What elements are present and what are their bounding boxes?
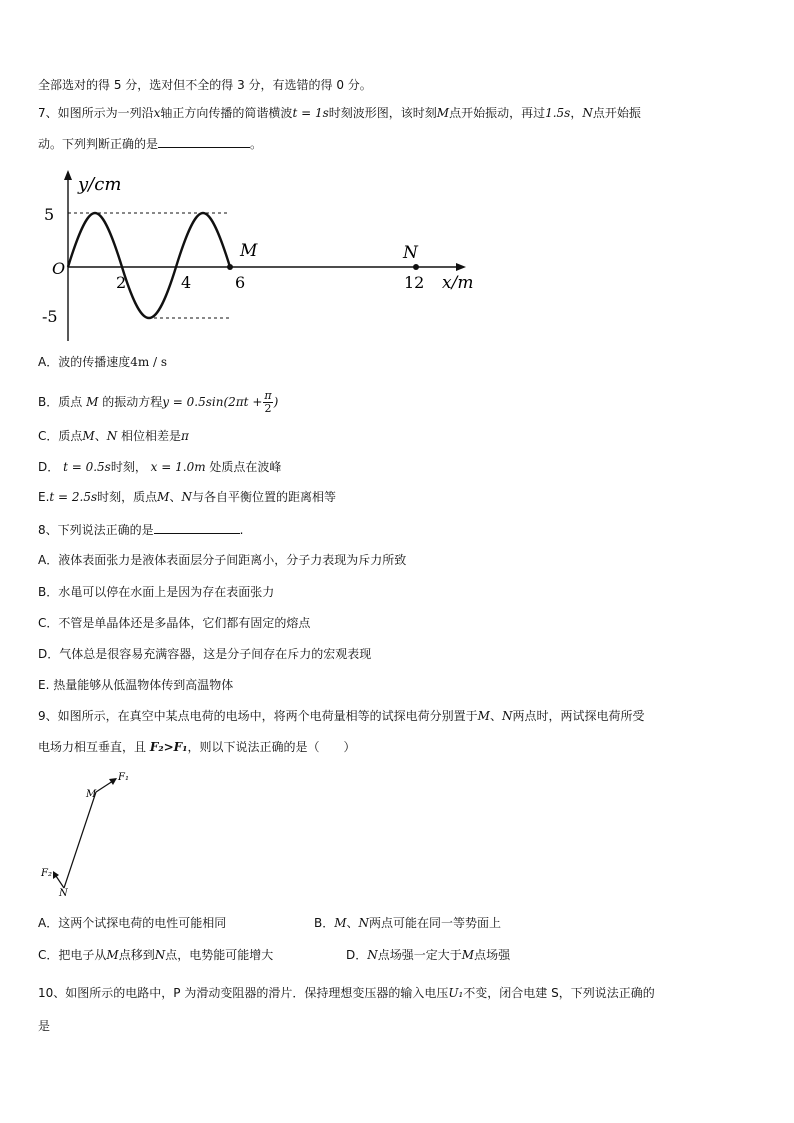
m-variable: M xyxy=(86,395,99,409)
origin-label: O xyxy=(52,259,66,278)
option-text: E. 热量能够从低温物体传到高温物体 xyxy=(38,678,234,692)
q8-option-c[interactable] xyxy=(38,615,310,631)
q9-stem-text: 9、如图所示，在真空中某点电荷的电场中，将两个电荷量相等的试探电荷分别置于 xyxy=(38,709,478,723)
q7-option-b[interactable] xyxy=(38,390,278,415)
n-label: N xyxy=(59,888,68,898)
separator: 、 xyxy=(346,916,359,930)
option-label: C．质点 xyxy=(38,429,83,443)
m-variable: M xyxy=(106,948,119,962)
q7-option-e[interactable] xyxy=(38,489,336,505)
option-text: D．气体总是很容易充满容器，这是分子间存在斥力的宏观表现 xyxy=(38,647,372,661)
separator: 、 xyxy=(489,709,502,723)
n-variable: N xyxy=(501,709,513,723)
n-variable: N xyxy=(367,948,378,962)
q9-option-b[interactable] xyxy=(314,915,501,931)
q8-option-e[interactable] xyxy=(38,677,233,693)
time-expression: t = 0.5s xyxy=(63,460,111,474)
q7-stem-text: 轴正方向传播的简谐横波 xyxy=(160,106,293,120)
u1-variable: U₁ xyxy=(448,986,464,1000)
option-label: B． xyxy=(314,916,335,930)
q9-option-c[interactable] xyxy=(38,947,273,963)
option-text: 时刻，质点 xyxy=(97,490,158,504)
y-axis-arrow xyxy=(64,170,72,180)
f1-label: F₁ xyxy=(118,772,129,783)
x-tick-6: 6 xyxy=(235,273,246,292)
vibration-equation: y = 0.5sin(2πt + xyxy=(162,395,263,409)
q9-charge-figure xyxy=(38,766,148,898)
option-text: B．水黾可以停在水面上是因为存在表面张力 xyxy=(38,585,275,599)
option-text: 的振动方程 xyxy=(102,395,163,409)
point-n-dot xyxy=(413,264,419,270)
y-axis-label: y/cm xyxy=(78,174,122,195)
y-tick-5: 5 xyxy=(44,205,55,224)
q9-stem-line1 xyxy=(38,708,644,724)
y-tick-neg5: -5 xyxy=(42,307,58,326)
position-expression: x = 1.0m xyxy=(150,460,206,474)
q10-stem-line2 xyxy=(38,1018,50,1034)
m-variable: M xyxy=(334,916,347,930)
q7-time-expression: t = 1s xyxy=(292,106,329,120)
fraction-denominator: 2 xyxy=(264,402,272,415)
q7-option-a[interactable] xyxy=(38,354,167,370)
option-text: 与各自平衡位置的距离相等 xyxy=(191,490,336,504)
q8-stem xyxy=(38,521,243,538)
option-label: E. xyxy=(38,490,50,504)
q10-stem-line1 xyxy=(38,985,655,1001)
q8-option-b[interactable] xyxy=(38,584,274,600)
q7-stem-text: 。 xyxy=(250,137,263,151)
q7-stem-text: 点开始振动，再过 xyxy=(449,106,546,120)
time-expression: t = 2.5s xyxy=(49,490,98,504)
q9-option-d[interactable] xyxy=(346,947,510,963)
option-text: A．这两个试探电荷的电性可能相同 xyxy=(38,916,227,930)
option-text: 两点可能在同一等势面上 xyxy=(369,916,502,930)
q7-m-variable: M xyxy=(436,106,450,120)
q10-stem-text: 是 xyxy=(38,1019,51,1033)
q9-stem-text: 两点时，两试探电荷所受 xyxy=(512,709,645,723)
option-text: 点移到 xyxy=(118,948,155,962)
wave-curve xyxy=(68,213,230,318)
option-label: D． xyxy=(346,948,368,962)
q7-stem-text: 时刻波形图，该时刻 xyxy=(328,106,437,120)
separator: 、 xyxy=(94,429,107,443)
q9-option-a[interactable] xyxy=(38,915,226,931)
q7-option-d[interactable] xyxy=(38,459,281,475)
fraction-numerator: π xyxy=(264,389,272,402)
q10-stem-text: 不变，闭合电建 S，下列说法正确的 xyxy=(463,986,655,1000)
option-text: A．液体表面张力是液体表面层分子间距离小，分子力表现为斥力所致 xyxy=(38,553,407,567)
scoring-rule-text: 全部选对的得 5 分，选对但不全的得 3 分，有选错的得 0 分。 xyxy=(38,78,372,92)
mn-line xyxy=(64,792,96,888)
n-variable: N xyxy=(106,429,118,443)
option-label: D． xyxy=(38,460,60,474)
scoring-rule-line xyxy=(38,77,372,93)
q9-stem-line2 xyxy=(38,739,355,755)
option-text: 处质点在波峰 xyxy=(209,460,282,474)
x-tick-2: 2 xyxy=(116,273,127,292)
q7-option-c[interactable] xyxy=(38,428,189,444)
q7-x-variable: x xyxy=(153,106,161,120)
force-inequality: F₂>F₁ xyxy=(149,740,188,754)
point-m-label: M xyxy=(240,241,258,261)
option-label: B．质点 xyxy=(38,395,83,409)
q7-stem-line1 xyxy=(38,105,641,121)
q9-stem-text: ，则以下说法正确的是（ ） xyxy=(187,740,356,754)
pi-over-2-fraction xyxy=(263,390,272,415)
close-paren: ) xyxy=(273,395,279,409)
option-text: 点场强一定大于 xyxy=(377,948,462,962)
q8-option-d[interactable] xyxy=(38,646,371,662)
option-label: C．把电子从 xyxy=(38,948,107,962)
point-m-dot xyxy=(227,264,233,270)
q7-stem-text: 动。下列判断正确的是 xyxy=(38,137,159,151)
m-label: M xyxy=(86,789,97,800)
pi-symbol: π xyxy=(181,429,189,443)
option-text: 点场强 xyxy=(474,948,511,962)
f2-arrowhead xyxy=(53,871,59,879)
q10-stem-text: 10、如图所示的电路中，P 为滑动变阻器的滑片．保持理想变压器的输入电压 xyxy=(38,986,449,1000)
f2-label: F₂ xyxy=(41,868,52,879)
q7-delta-time: 1.5s xyxy=(545,106,571,120)
option-text: 时刻， xyxy=(110,460,147,474)
x-axis-label: x/m xyxy=(442,273,474,293)
q7-n-variable: N xyxy=(582,106,593,120)
m-variable: M xyxy=(82,429,95,443)
q7-stem-text: 点开始振 xyxy=(592,106,641,120)
q7-wave-graph xyxy=(38,166,488,346)
speed-expression: 4m / s xyxy=(130,355,168,369)
n-variable: N xyxy=(181,490,192,504)
option-text: 相位相差是 xyxy=(121,429,182,443)
q7-stem-text: ， xyxy=(570,106,583,120)
point-n-label: N xyxy=(403,243,418,263)
q9-stem-text: 电场力相互垂直，且 xyxy=(38,740,147,754)
separator: 、 xyxy=(169,490,182,504)
f1-arrowhead xyxy=(109,778,117,785)
option-text: C．不管是单晶体还是多晶体，它们都有固定的熔点 xyxy=(38,616,311,630)
n-variable: N xyxy=(358,916,370,930)
q8-option-a[interactable] xyxy=(38,552,406,568)
q8-stem-text: 8、下列说法正确的是 xyxy=(38,523,154,537)
q7-stem-line2 xyxy=(38,135,262,152)
q7-answer-blank[interactable] xyxy=(158,135,250,148)
x-axis-arrow xyxy=(456,263,466,271)
x-tick-4: 4 xyxy=(181,273,192,292)
n-variable: N xyxy=(154,948,166,962)
m-variable: M xyxy=(477,709,490,723)
m-variable: M xyxy=(157,490,170,504)
q8-stem-text: . xyxy=(239,523,244,537)
q7-stem-text: 7、如图所示为一列沿 xyxy=(38,106,154,120)
option-text: 点，电势能可能增大 xyxy=(165,948,274,962)
x-tick-12: 12 xyxy=(404,273,425,292)
q8-answer-blank[interactable] xyxy=(154,521,240,534)
option-label: A．波的传播速度 xyxy=(38,355,131,369)
m-variable: M xyxy=(461,948,475,962)
